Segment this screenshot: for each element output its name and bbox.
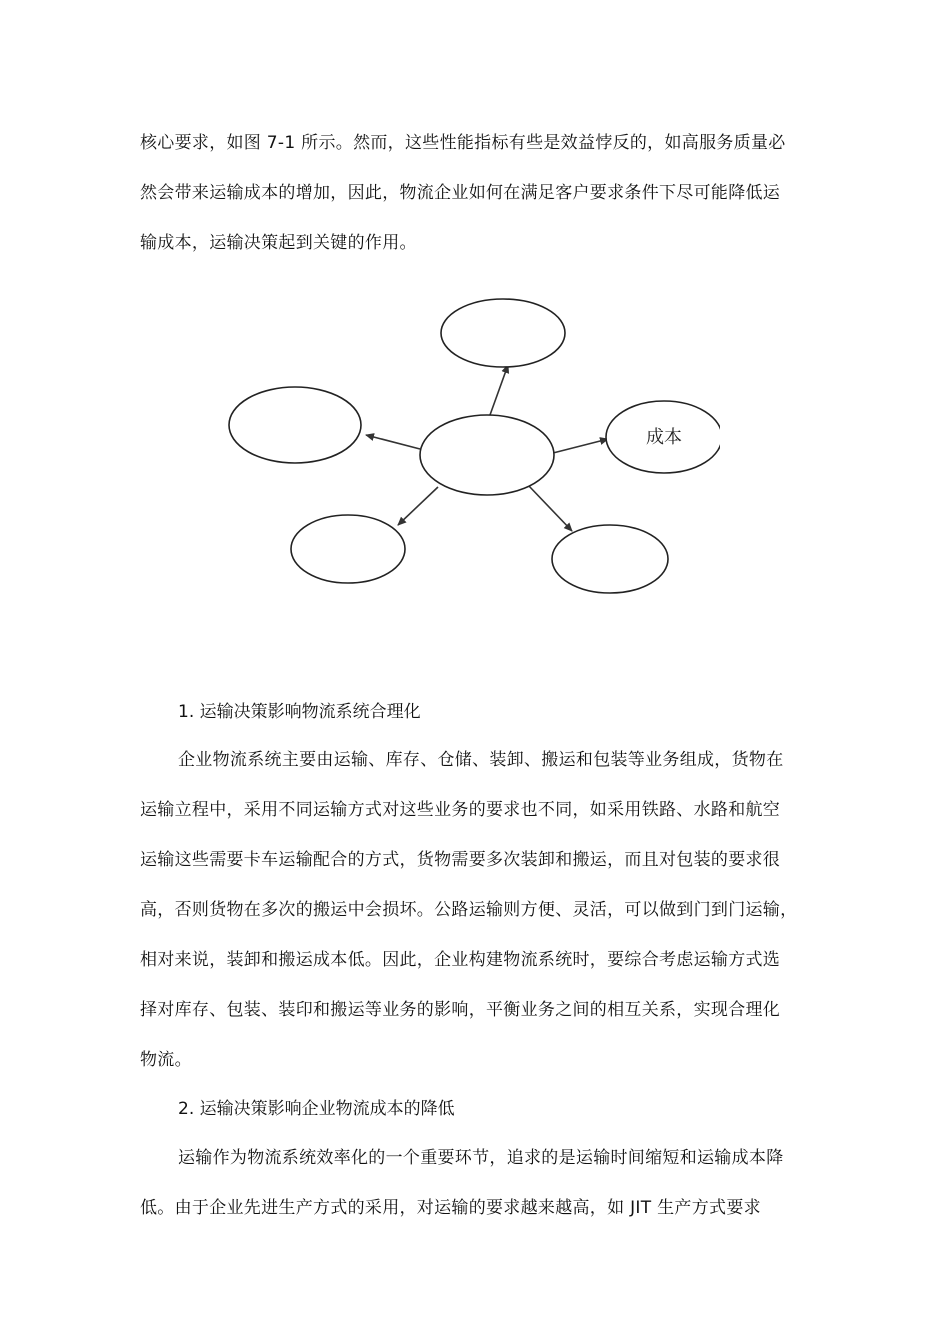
text-line: 企业物流系统主要由运输、库存、仓储、装卸、搬运和包装等业务组成，货物在: [178, 750, 784, 770]
node-top: [441, 299, 565, 367]
section-2-heading: 2. 运输决策影响企业物流成本的降低: [178, 1099, 455, 1119]
node-bottom-right: [552, 525, 668, 593]
section-1-heading: 1. 运输决策影响物流系统合理化: [178, 702, 421, 722]
intro-paragraph: [140, 118, 820, 268]
center-node: [420, 415, 554, 495]
arrow-to-top: [490, 365, 508, 415]
text-line: 择对库存、包装、装印和搬运等业务的影响，平衡业务之间的相互关系，实现合理化: [140, 1000, 781, 1020]
text-line: 低。由于企业先进生产方式的采用，对运输的要求越来越高，如 JIT 生产方式要求: [140, 1198, 761, 1218]
arrow-to-left: [366, 435, 420, 449]
text-line: 相对来说，装卸和搬运成本低。因此，企业构建物流系统时，要综合考虑运输方式选: [140, 950, 781, 970]
text-line: 运输立程中，采用不同运输方式对这些业务的要求也不同，如采用铁路、水路和航空: [140, 800, 781, 820]
text-line: 核心要求，如图 7-1 所示。然而，这些性能指标有些是效益悖反的，如高服务质量必: [140, 133, 786, 153]
node-left: [229, 387, 361, 463]
node-bottom-left: [291, 515, 405, 583]
arrow-to-right: [553, 439, 608, 453]
section-2-paragraph: [140, 1133, 820, 1233]
text-line: 然会带来运输成本的增加，因此，物流企业如何在满足客户要求条件下尽可能降低运: [140, 183, 781, 203]
text-line: 高，否则货物在多次的搬运中会损坏。公路运输则方便、灵活，可以做到门到门运输，: [140, 900, 798, 920]
section-1-paragraph: [140, 735, 820, 1085]
transport-decision-diagram: [220, 295, 720, 665]
text-line: 运输作为物流系统效率化的一个重要环节，追求的是运输时间缩短和运输成本降: [178, 1148, 784, 1168]
node-right-label: 成本: [646, 427, 682, 448]
arrow-to-bottom-left: [398, 487, 438, 525]
text-line: 物流。: [140, 1050, 192, 1070]
text-line: 运输这些需要卡车运输配合的方式，货物需要多次装卸和搬运，而且对包装的要求很: [140, 850, 781, 870]
arrow-to-bottom-right: [528, 485, 572, 531]
text-line: 输成本，运输决策起到关键的作用。: [140, 233, 417, 253]
